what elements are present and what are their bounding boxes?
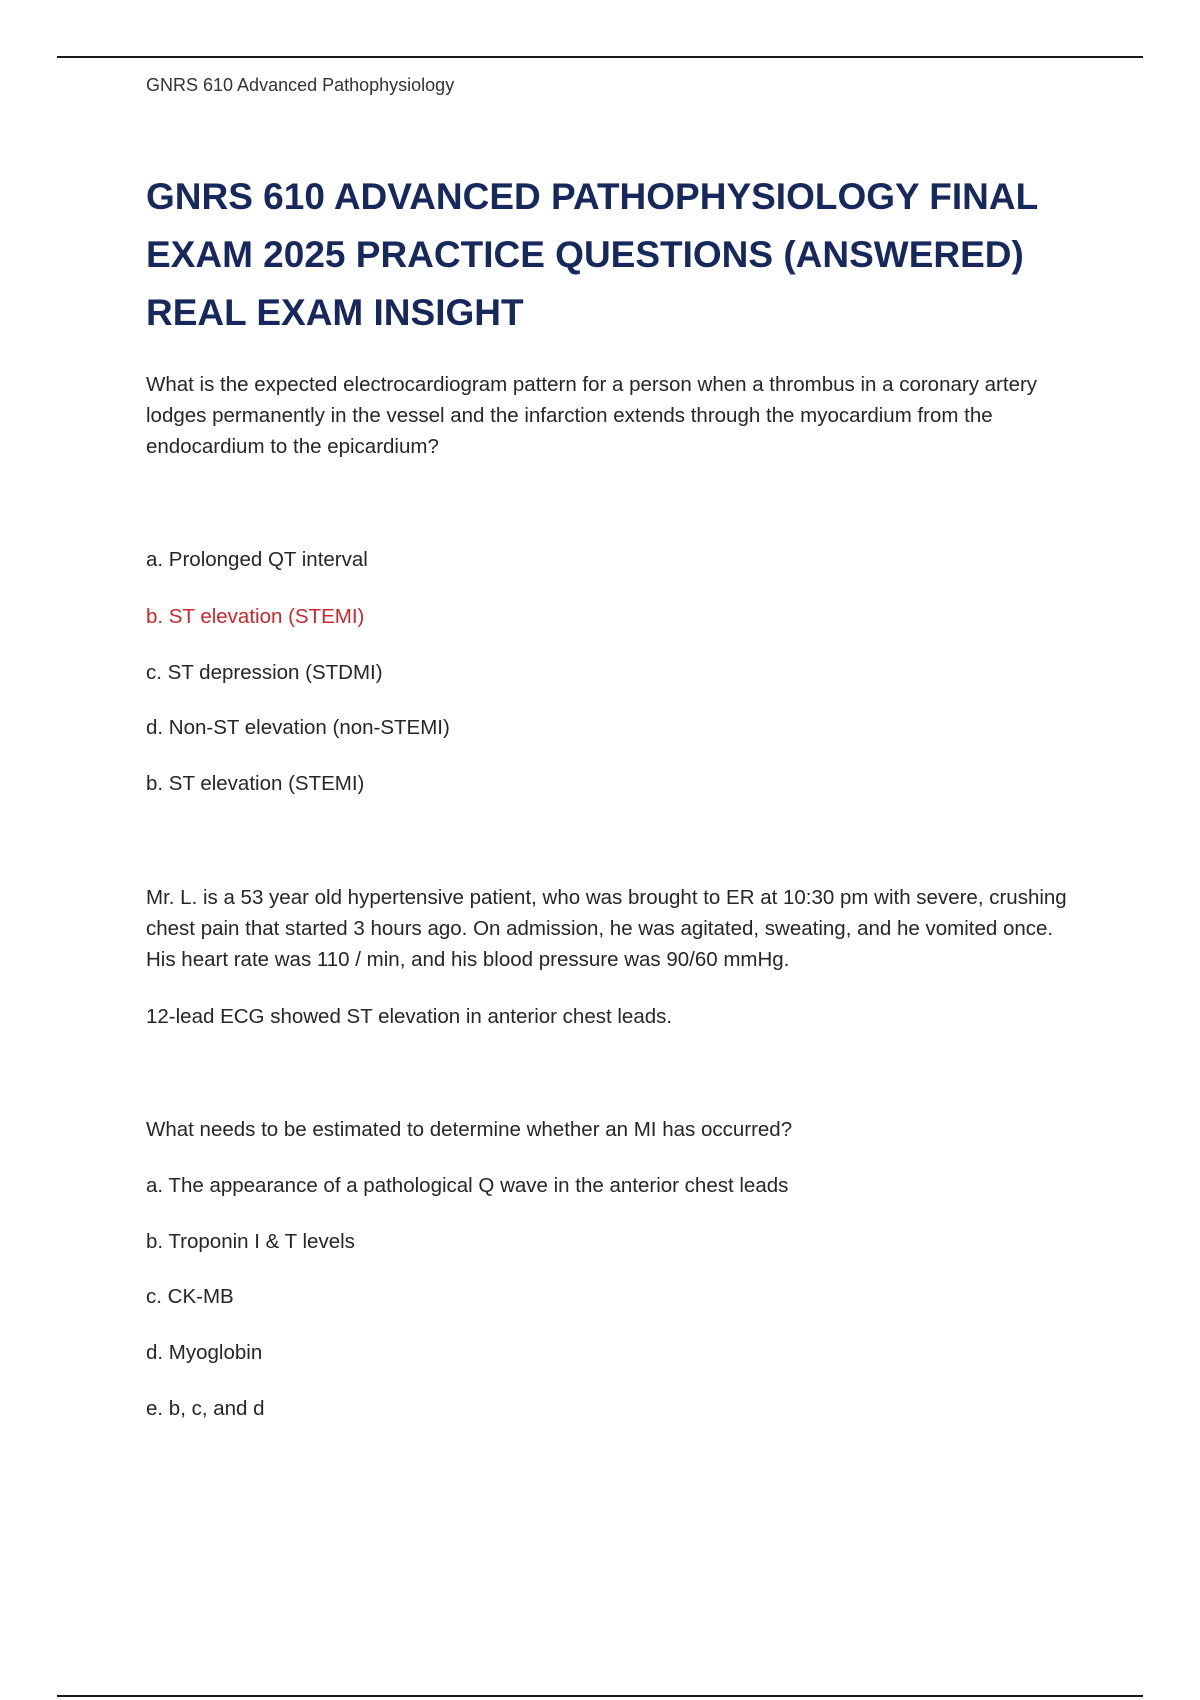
question-1-option-b-correct: b. ST elevation (STEMI) bbox=[146, 605, 365, 628]
question-2-option-e: e. b, c, and d bbox=[146, 1397, 265, 1420]
header-rule bbox=[57, 56, 1143, 58]
question-2-option-a: a. The appearance of a pathological Q wave in the anterior chest leads bbox=[146, 1174, 789, 1197]
question-1-option-c: c. ST depression (STDMI) bbox=[146, 661, 383, 684]
footer-rule bbox=[57, 1695, 1143, 1697]
case-ecg-finding: 12-lead ECG showed ST elevation in anterior chest leads. bbox=[146, 1005, 673, 1028]
document-title: GNRS 610 ADVANCED PATHOPHYSIOLOGY FINAL EXAM 2025 PRACTICE QUESTIONS (ANSWERED) REAL EXAM INSIGHT bbox=[146, 176, 1038, 333]
question-2-text: What needs to be estimated to determine whether an MI has occurred? bbox=[146, 1118, 793, 1141]
question-2-option-b: b. Troponin I & T levels bbox=[146, 1230, 355, 1253]
question-1-answer: b. ST elevation (STEMI) bbox=[146, 772, 365, 795]
question-1-option-a: a. Prolonged QT interval bbox=[146, 548, 368, 571]
question-2-option-d: d. Myoglobin bbox=[146, 1341, 263, 1364]
case-description: Mr. L. is a 53 year old hypertensive patient, who was brought to ER at 10:30 pm with severe, crushing chest pain that started 3 hours ago. On admission, he was agitated, sweating, and he vomited once. His heart rate was 110 / min, and his blood pressure was 90/60 mmHg. bbox=[146, 886, 1067, 971]
question-1-option-d: d. Non-ST elevation (non-STEMI) bbox=[146, 716, 450, 739]
question-1-text: What is the expected electrocardiogram pattern for a person when a thrombus in a coronary artery lodges permanently in the vessel and the infarction extends through the myocardium from the endocardium to the epicardium? bbox=[146, 373, 1038, 458]
question-2-option-c: c. CK-MB bbox=[146, 1285, 234, 1308]
running-header: GNRS 610 Advanced Pathophysiology bbox=[146, 75, 455, 95]
